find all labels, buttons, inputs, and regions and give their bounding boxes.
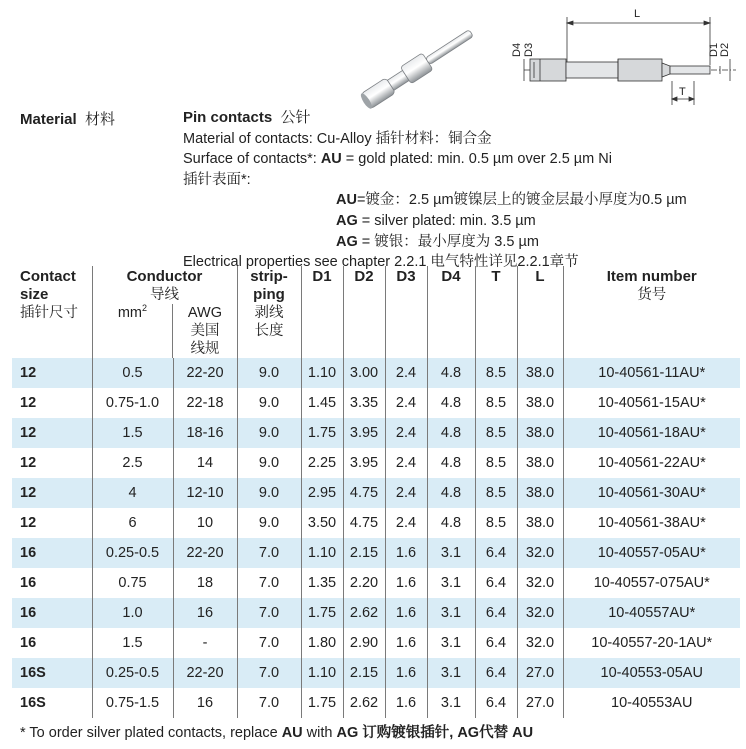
cell-d3: 2.4	[385, 388, 427, 418]
cell-mm2: 0.5	[92, 358, 173, 388]
cell-t: 8.5	[475, 418, 517, 448]
cell-d1: 2.25	[301, 448, 343, 478]
cell-t: 6.4	[475, 628, 517, 658]
dim-label-l: L	[634, 8, 641, 20]
cell-size: 16S	[20, 695, 46, 711]
desc-text: = silver plated: min. 3.5 µm	[357, 212, 536, 229]
cell-strip: 7.0	[237, 628, 301, 658]
cell-awg: 18-16	[173, 418, 237, 448]
table-row	[12, 538, 740, 568]
cell-awg: 22-20	[173, 658, 237, 688]
desc-text: 插针表面*:	[183, 171, 251, 188]
cell-l: 38.0	[517, 418, 563, 448]
cell-d1: 1.45	[301, 388, 343, 418]
header-t: T	[475, 266, 517, 358]
cell-size: 16	[20, 635, 37, 651]
cell-awg: 10	[173, 508, 237, 538]
cell-d4: 4.8	[427, 388, 475, 418]
cell-d3: 2.4	[385, 478, 427, 508]
desc-line	[183, 211, 687, 232]
cell-d3: 2.4	[385, 358, 427, 388]
cell-l: 38.0	[517, 448, 563, 478]
desc-text: = 镀银：最小厚度为 3.5 µm	[357, 233, 539, 250]
header-text: 插针尺寸	[20, 305, 78, 321]
cell-size: 12	[20, 395, 37, 411]
cell-mm2: 0.25-0.5	[92, 658, 173, 688]
cell-l: 32.0	[517, 598, 563, 628]
cell-mm2: 2.5	[92, 448, 173, 478]
cell-d2: 3.35	[343, 388, 385, 418]
cell-d3: 2.4	[385, 448, 427, 478]
cell-item: 10-40561-22AU*	[563, 448, 740, 478]
header-text: 导线	[150, 287, 179, 303]
cell-d1: 1.75	[301, 688, 343, 718]
table-row	[12, 478, 740, 508]
desc-text: = gold plated: min. 0.5 µm over 2.5 µm Ni	[341, 151, 612, 168]
cell-item: 10-40557-20-1AU*	[563, 628, 740, 658]
cell-d4: 3.1	[427, 688, 475, 718]
cell-t: 6.4	[475, 538, 517, 568]
cell-d3: 1.6	[385, 658, 427, 688]
dim-label-d3: D3	[523, 42, 535, 57]
cell-mm2: 6	[92, 508, 173, 538]
cell-d3: 1.6	[385, 688, 427, 718]
header-d2: D2	[343, 266, 385, 358]
cell-l: 32.0	[517, 568, 563, 598]
cell-mm2: 1.5	[92, 628, 173, 658]
cell-item: 10-40561-18AU*	[563, 418, 740, 448]
pin-contacts-title-en: Pin contacts	[183, 109, 273, 126]
desc-text: Material of contacts: Cu-Alloy 插针材料：铜合金	[183, 130, 492, 147]
cell-size: 12	[20, 365, 37, 381]
cell-d1: 1.10	[301, 358, 343, 388]
dim-label-t: T	[679, 86, 686, 98]
pin-contact-photo	[345, 25, 490, 110]
cell-d1: 2.95	[301, 478, 343, 508]
cell-size: 16	[20, 605, 37, 621]
cell-awg: 22-20	[173, 538, 237, 568]
cell-d3: 2.4	[385, 508, 427, 538]
cell-l: 38.0	[517, 508, 563, 538]
table-row	[12, 388, 740, 418]
cell-strip: 7.0	[237, 688, 301, 718]
cell-d2: 3.00	[343, 358, 385, 388]
material-label	[20, 108, 115, 129]
cell-d1: 1.80	[301, 628, 343, 658]
cell-d3: 1.6	[385, 538, 427, 568]
table-row	[12, 688, 740, 718]
desc-text: Electrical properties see chapter 2.2.1 电气特性详见2.2.1章节	[183, 254, 579, 271]
cell-awg: 16	[173, 688, 237, 718]
table-row	[12, 658, 740, 688]
cell-d1: 1.35	[301, 568, 343, 598]
dim-label-d1: D1	[708, 42, 720, 57]
cell-size: 12	[20, 425, 37, 441]
header-d1: D1	[301, 266, 343, 358]
desc-line	[183, 170, 687, 191]
cell-d2: 4.75	[343, 478, 385, 508]
cell-awg: -	[173, 628, 237, 658]
cell-t: 8.5	[475, 388, 517, 418]
cell-item: 10-40561-15AU*	[563, 388, 740, 418]
header-mm2: $mm^2$	[117, 303, 148, 321]
cell-item: 10-40561-11AU*	[563, 358, 740, 388]
cell-mm2: 0.75	[92, 568, 173, 598]
cell-d1: 1.75	[301, 418, 343, 448]
cell-item: 10-40557-075AU*	[563, 568, 740, 598]
cell-d3: 2.4	[385, 418, 427, 448]
desc-line	[183, 190, 687, 211]
cell-d2: 2.90	[343, 628, 385, 658]
desc-bold: AU	[336, 192, 357, 209]
cell-awg: 22-18	[173, 388, 237, 418]
desc-text: Surface of contacts*:	[183, 151, 321, 168]
header-contact-size	[12, 266, 92, 358]
cell-awg: 16	[173, 598, 237, 628]
cell-t: 6.4	[475, 688, 517, 718]
cell-item: 10-40561-38AU*	[563, 508, 740, 538]
cell-size: 16	[20, 575, 37, 591]
cell-l: 27.0	[517, 658, 563, 688]
cell-d1: 1.10	[301, 538, 343, 568]
cell-d3: 1.6	[385, 598, 427, 628]
desc-line	[183, 232, 687, 253]
cell-t: 8.5	[475, 358, 517, 388]
cell-d3: 1.6	[385, 628, 427, 658]
cell-mm2: 4	[92, 478, 173, 508]
cell-d4: 4.8	[427, 358, 475, 388]
cell-size: 16	[20, 545, 37, 561]
cell-d2: 2.62	[343, 688, 385, 718]
cell-l: 38.0	[517, 478, 563, 508]
table-row	[12, 358, 740, 388]
cell-d1: 3.50	[301, 508, 343, 538]
cell-strip: 9.0	[237, 448, 301, 478]
cell-t: 8.5	[475, 508, 517, 538]
cell-strip: 7.0	[237, 568, 301, 598]
cell-awg: 14	[173, 448, 237, 478]
table-row	[12, 568, 740, 598]
cell-d4: 4.8	[427, 418, 475, 448]
header-conductor	[92, 266, 237, 358]
cell-strip: 7.0	[237, 538, 301, 568]
cell-awg: 12-10	[173, 478, 237, 508]
cell-awg: 18	[173, 568, 237, 598]
pin-contacts-block	[183, 108, 687, 273]
material-label-en: Material	[20, 111, 77, 128]
footnote: * To order silver plated contacts, replace AU with AG 订购镀银插针, AG代替 AU	[20, 725, 534, 741]
material-label-cn: 材料	[85, 111, 116, 128]
header-stripping: strip- ping 剥线 长度	[237, 266, 301, 358]
desc-line	[183, 129, 687, 150]
cell-d4: 3.1	[427, 568, 475, 598]
cell-l: 38.0	[517, 388, 563, 418]
header-d4: D4	[427, 266, 475, 358]
cell-t: 6.4	[475, 598, 517, 628]
cell-mm2: 0.75-1.0	[92, 388, 173, 418]
cell-d4: 3.1	[427, 628, 475, 658]
cell-t: 6.4	[475, 658, 517, 688]
table-row	[12, 448, 740, 478]
cell-strip: 9.0	[237, 478, 301, 508]
cell-d2: 2.62	[343, 598, 385, 628]
cell-strip: 9.0	[237, 388, 301, 418]
cell-d4: 3.1	[427, 598, 475, 628]
cell-l: 27.0	[517, 688, 563, 718]
cell-strip: 7.0	[237, 598, 301, 628]
cell-item: 10-40553-05AU	[563, 658, 740, 688]
table-header	[12, 266, 740, 358]
cell-strip: 9.0	[237, 508, 301, 538]
cell-d2: 3.95	[343, 418, 385, 448]
cell-mm2: 0.75-1.5	[92, 688, 173, 718]
pin-contact-table	[12, 266, 740, 718]
cell-d1: 1.10	[301, 658, 343, 688]
cell-size: 12	[20, 455, 37, 471]
cell-d2: 3.95	[343, 448, 385, 478]
cell-item: 10-40557AU*	[563, 598, 740, 628]
cell-d4: 4.8	[427, 478, 475, 508]
cell-strip: 9.0	[237, 358, 301, 388]
dimension-drawing	[510, 5, 742, 105]
cell-d2: 2.15	[343, 658, 385, 688]
cell-size: 12	[20, 485, 37, 501]
cell-strip: 9.0	[237, 418, 301, 448]
desc-line	[183, 149, 687, 170]
cell-l: 32.0	[517, 628, 563, 658]
cell-size: 16S	[20, 665, 46, 681]
cell-l: 38.0	[517, 358, 563, 388]
cell-awg: 22-20	[173, 358, 237, 388]
desc-bold: AU	[320, 151, 342, 168]
cell-item: 10-40561-30AU*	[563, 478, 740, 508]
cell-d2: 2.15	[343, 538, 385, 568]
header-text: Conductor	[126, 268, 203, 285]
header-d3: D3	[385, 266, 427, 358]
header-text: Contact size	[20, 268, 76, 303]
cell-d2: 4.75	[343, 508, 385, 538]
desc-bold: AG	[336, 212, 358, 229]
cell-mm2: 1.0	[92, 598, 173, 628]
cell-d3: 1.6	[385, 568, 427, 598]
cell-d1: 1.75	[301, 598, 343, 628]
dim-label-d2: D2	[719, 42, 731, 57]
cell-item: 10-40553AU	[563, 688, 740, 718]
header-item-number: Item number 货号	[563, 266, 740, 358]
table-row	[12, 628, 740, 658]
pin-contacts-title	[183, 108, 687, 129]
cell-d4: 3.1	[427, 658, 475, 688]
dim-label-d4: D4	[511, 42, 523, 57]
cell-size: 12	[20, 515, 37, 531]
cell-t: 8.5	[475, 478, 517, 508]
header-awg: AWG 美国 线规	[172, 304, 236, 358]
cell-item: 10-40557-05AU*	[563, 538, 740, 568]
cell-strip: 7.0	[237, 658, 301, 688]
cell-t: 8.5	[475, 448, 517, 478]
cell-mm2: 0.25-0.5	[92, 538, 173, 568]
cell-d4: 4.8	[427, 508, 475, 538]
table-row	[12, 508, 740, 538]
cell-l: 32.0	[517, 538, 563, 568]
table-row	[12, 598, 740, 628]
cell-d4: 4.8	[427, 448, 475, 478]
cell-mm2: 1.5	[92, 418, 173, 448]
header-l: L	[517, 266, 563, 358]
cell-d2: 2.20	[343, 568, 385, 598]
cell-d4: 3.1	[427, 538, 475, 568]
pin-contacts-title-cn: 公针	[280, 109, 311, 126]
table-row	[12, 418, 740, 448]
desc-bold: AG	[336, 233, 358, 250]
desc-text: =镀金：2.5 µm镀镍层上的镀金层最小厚度为0.5 µm	[356, 192, 687, 209]
cell-t: 6.4	[475, 568, 517, 598]
